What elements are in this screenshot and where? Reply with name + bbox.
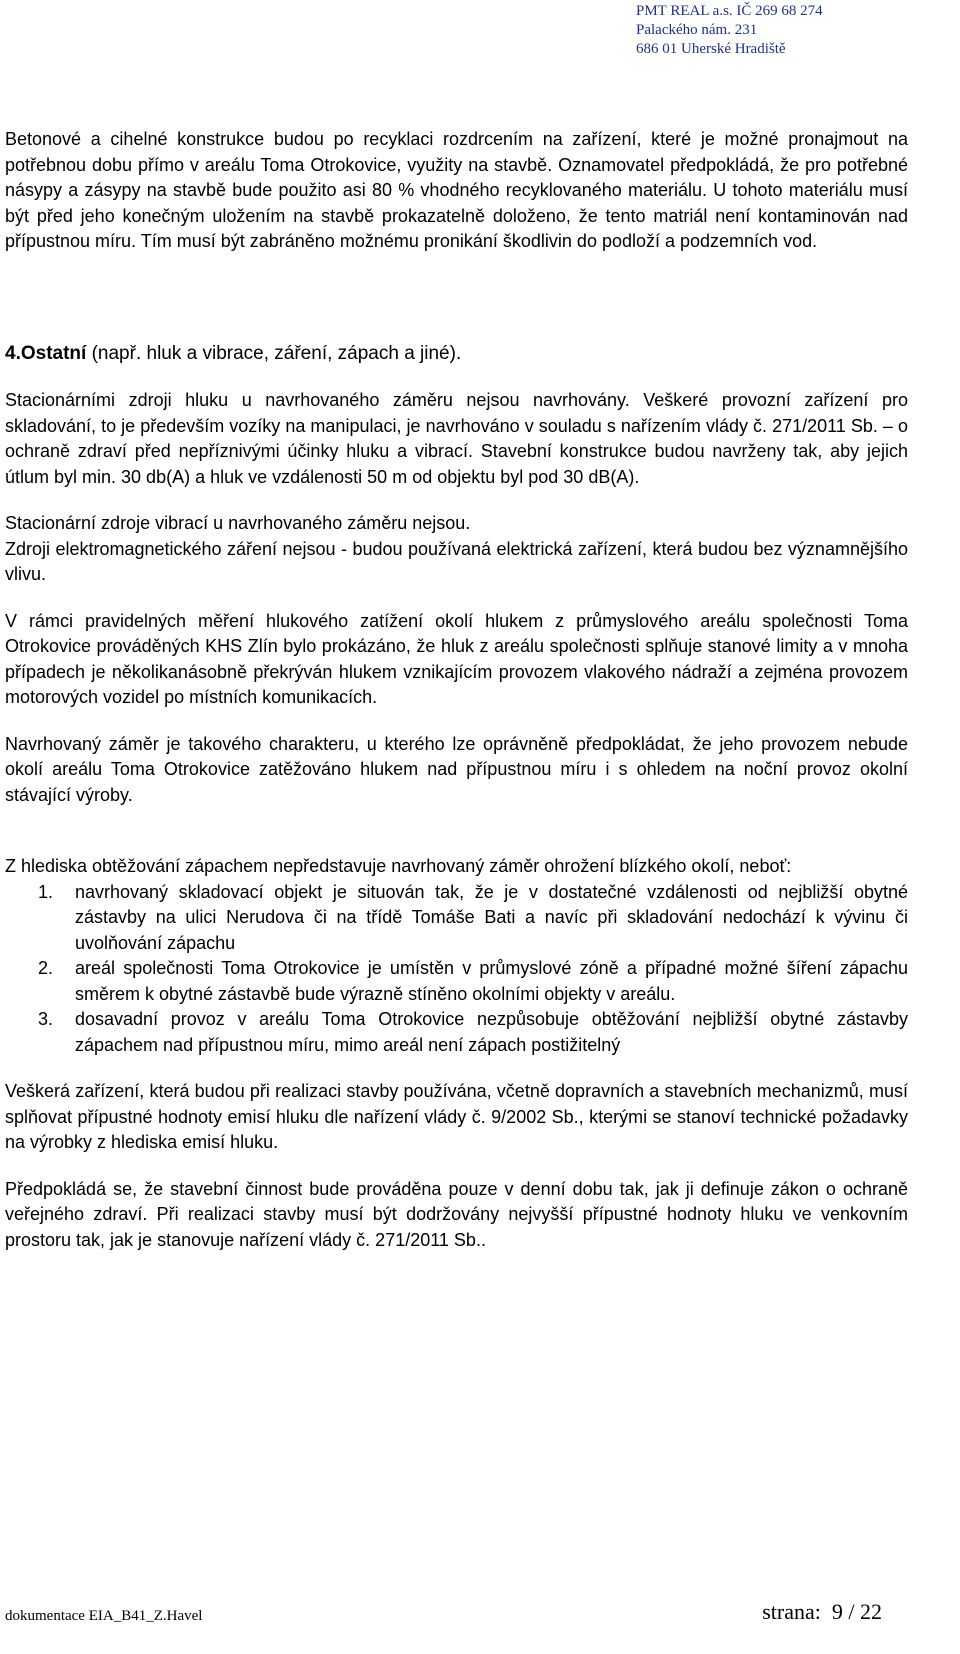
list-item-text: dosavadní provoz v areálu Toma Otrokovice nezpůsobuje obtěžování nejbližší obytné zástavby zápachem nad přípustnou míru, mimo areál není zápach postižitelný <box>75 1009 908 1055</box>
list-item-text: areál společnosti Toma Otrokovice je umístěn v průmyslové zóně a případné možné šíření zápachu směrem k obytné zástavbě bude výrazně stíněno okolními objekty v areálu. <box>75 958 908 1004</box>
company-name: PMT REAL a.s. IČ 269 68 274 <box>636 3 823 19</box>
section-heading-number: 4.Ostatní <box>5 342 87 364</box>
company-header <box>636 2 896 59</box>
section-heading <box>5 341 908 367</box>
paragraph-construction-hours: Předpokládá se, že stavební činnost bude prováděna pouze v denní dobu tak, jak ji definuje zákon o ochraně veřejného zdraví. Při realizaci stavby musí být dodržovány nejvyšší přípustné hodnoty hluku ve venkovním prostoru tak, jak je stanovuje nařízení vlády č. 271/2011 Sb.. <box>5 1178 908 1250</box>
list-item-text: navrhovaný skladovací objekt je situován tak, že je v dostatečné vzdálenosti od nejbližší obytné zástavby na ulici Nerudova či na třídě Tomáše Bati a navíc při skladování nedochází k vývinu či uvolňování zápachu <box>75 881 908 953</box>
document-body <box>5 127 908 1253</box>
paragraph-noise-sources: Stacionárními zdroji hluku u navrhovaného záměru nejsou navrhovány. Veškeré provozní zařízení pro skladování, to je především vozíky na manipulaci, je navrhováno v souladu s nařízením vlády č. 271/2011 Sb. – o ochraně zdraví před nepříznivými účinky hluku a vibrací. Stavební konstrukce budou navrženy tak, aby jejich útlum byl min. 30 db(A) a hluk ve vzdálenosti 50 m od objektu byl pod 30 dB(A). <box>5 390 908 487</box>
odour-reasons-list <box>5 880 908 1059</box>
list-item <box>5 880 908 957</box>
list-item-number: 3. <box>38 1009 54 1029</box>
list-item <box>5 1007 908 1058</box>
list-item-number: 1. <box>38 881 54 902</box>
paragraph-machinery: Veškerá zařízení, která budou při realizaci stavby používána, včetně dopravních a stavebních mechanizmů, musí splňovat přípustné hodnoty emisí hluku dle nařízení vlády č. 9/2002 Sb., kterými se stanoví technické požadavky na výrobky z hlediska emisí hluku. <box>5 1081 908 1152</box>
paragraph-odour: Z hlediska obtěžování zápachem nepředstavuje navrhovaný záměr ohrožení blízkého okolí, neboť: <box>5 856 792 876</box>
company-street: Palackého nám. 231 <box>636 22 758 38</box>
list-item <box>5 956 908 1007</box>
paragraph-noise-measurement: V rámci pravidelných měření hlukového zatížení okolí hlukem z průmyslového areálu společnosti Toma Otrokovice prováděných KHS Zlín bylo prokázáno, že hluk z areálu společnosti splňuje stanové limity a v mnoha případech je několikanásobně překrýván hlukem vznikajícím provozem vlakového nádraží a zejména provozem motorových vozidel po místních komunikacích. <box>5 610 908 707</box>
footer-document-name: dokumentace EIA_B41_Z.Havel <box>5 1608 203 1624</box>
footer-page-number: strana: 9 / 22 <box>762 1599 882 1624</box>
paragraph-vibration: Stacionární zdroje vibrací u navrhovaného záměru nejsou. <box>5 513 471 533</box>
paragraph-electromagnetic: Zdroji elektromagnetického záření nejsou - budou používaná elektrická zařízení, která budou bez významnějšího vlivu. <box>5 538 908 584</box>
paragraph-recycling: Betonové a cihelné konstrukce budou po recyklaci rozdrcením na zařízení, které je možné pronajmout na potřebnou dobu přímo v areálu Toma Otrokovice, využity na stavbě. Oznamovatel předpokládá, že pro potřebné násypy a zásypy na stavbě bude použito asi 80 % vhodného recyklovaného materiálu. U tohoto materiálu musí být před jeho konečným uložením na stavbě prokazatelně doloženo, že tento matriál není kontaminován nad přípustnou míru. Tím musí být zabráněno možnému pronikání škodlivin do podloží a podzemních vod. <box>5 129 908 251</box>
company-city: 686 01 Uherské Hradiště <box>636 41 786 57</box>
section-heading-text: (např. hluk a vibrace, záření, zápach a jiné). <box>86 342 462 364</box>
list-item-number: 2. <box>38 958 54 978</box>
paragraph-noise-conclusion: Navrhovaný záměr je takového charakteru, u kterého lze oprávněně předpokládat, že jeho provozem nebude okolí areálu Toma Otrokovice zatěžováno hlukem nad přípustnou míru i s ohledem na noční provoz okolní stávající výroby. <box>5 733 908 805</box>
